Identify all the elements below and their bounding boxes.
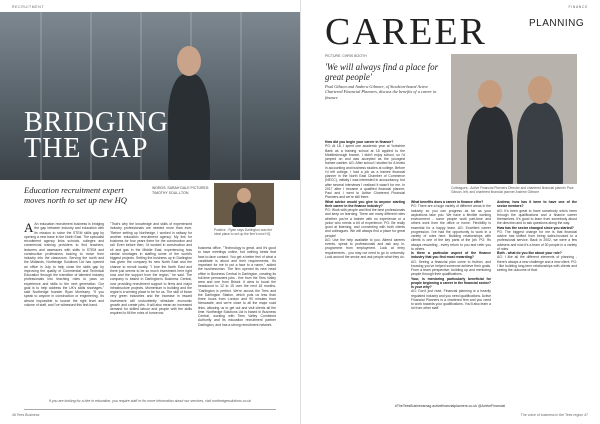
article-intro: Paul Gibson and Andrew Gilmore, of Stockton-based Active Chartered Financial Planners, discuss the benefits of a career in finance (325, 84, 437, 100)
section-tag: FINANCE (568, 5, 588, 9)
headline: CAREER (325, 11, 487, 53)
article-column-2: "That's why the knowledge and skills of experienced industry professionals are needed more than ever. "Before setting up Northedge, I worked in railway for another education recruitment agency. My link for business for four years there for the construction and rail. Even before then, I'd worked in construction and oil and gas in the Middle East, experiencing how similar shortages in staffing some of the world's biggest projects. Setting the business up in Darlington has given the company its new North East and the chance to recruit locally. "I love the North East and there just seems to be so much investment here right now and the support from the region," he said. The company is based in Darlington's Business Central, now providing recruitment support to firms and major infrastructure projects. Momentum is building and the region's a winning place to be for us. The skill of those very green industries and the increase in inward investment will undoubtedly stimulate economic growth and create jobs. It will also mean an increased demand for skilled labour and people with the skills required to fill the roles of tomorrow. (110, 222, 192, 316)
right-page (300, 0, 600, 424)
social-tags: #TheTeesBusinessmag activefinancialplanners.co.uk @ActiveFinancial (394, 404, 506, 408)
footer-rule (24, 409, 276, 410)
article-deck: Education recruitment expert moves north to set up new HQ (24, 185, 127, 205)
pull-quote: 'We will always find a place for great people' (325, 62, 439, 82)
photo-caption: Colleagues - Active Financial Planners Director and chartered financial planner Paul Gibson, left, and chartered financial planner Andrew Gilmore (451, 186, 574, 195)
interview-column-1: How did you begin your career in finance? PG: At 18, I spent one academic year at Yorkshire Bank as a training school at 18 applied to the Middlesbrough branch. I didn't enjoy school, so I'd jumped on and was accepted as the youngest trainee cashier. AG: After school I studied for A levels in accounting and business studies at college. Before I'd left college, I had a job as a trainee financial planner in the North East Chamber of Commerce (NECC), initially I was interested in accountancy, but after several interviews I realised it wasn't for me. In 2017 after I became a qualified financial planner, Paul and I went to Active Chartered Financial Planners and we're still there. What advice would you give to anyone starting their career in the finance industry? PG: Work with people and find the best professionals and keep on learning. There are many different roles whether you're a trainee with no experience or a junior who needs a bit of experience. PG: Be really good at listening, and connecting with both clients and colleagues. We will always find a place for great people! AG: Use the help available to you. Attend careers events, speak to professionals and ask any in-programme from employment. Look at entry requirements - you may not need to go to university. Look around the sector and ask people what they do. (325, 140, 405, 259)
interview-column-3: Andrew, how has it been to have one of the sector mentors? AG: It's been great to have somebody who's been through the qualifications and a finance career themselves. It's good to learn from somebody about the direction and to ask questions along the way. How has the sector changed since you started? PG: The biggest change for me is that financial advice has shifted from being sales-focused to a professional service. Back in 2002, we were a few advisers and now it's a team of 30 people in a variety of roles. Both - what do you like about your role? AG: I like all the different elements of planning - there's always a new challenge and a new client. PG: I like building long-term relationships with clients and seeing the outcome of that. (497, 200, 577, 272)
hero-photo (0, 12, 300, 180)
byline: WORDS: SARAH DALE PICTURES: TIMOTHY SOUL-LTON (152, 186, 210, 195)
article-column-1: A An education recruitment business is bridging the gap between industry and education with its mission to solve the STEM skills gap by opening a new base in the North East. The specialist recruitment agency links schools, colleges and commercial training providers to find teachers, lecturers and assessors with skills in STEM and construction professions looking to move from industry into the classroom. Serving the north and the Midlands, Northedge Solutions Ltd has opened an office in July to help close the skills gap by improving the quality of Commercial and Technical Education through the transition of talented industry professionals into teaching roles to pass on experience and skills to the next generation. Our goal is to help address the UK's skills shortages," said Northedge founder Ryan Morrissey. "If you speak to anyone in construction or engineering, it's almost impossible to source the right level and volume of staff, and I've witnessed this first-hand. (24, 222, 104, 307)
portrait-photo (451, 54, 577, 184)
article-column-3: business office. "Technology is great, and it's good to have meetings online, but nothing beats that face-to-face contact. You get a better feel of what a candidate is about and their requirements. It's important for me to put a face to a name," added the businessman. The firm opened its new head office in Business Central in Darlington, creating its full-time permanent jobs - five from the Tees Valley area and one from Bristol. It aims to boost the headcount to 12 to 15 over the next 18 months. "Darlington is perfect. We're across the Tees and the Darlington Station, which puts us less than three hours from London and 90 minutes from Newcastle, and we're close to all the major road links, allowing us to get out and visit clients all the time. Northedge Solutions Ltd is based in Business Central, working with Tees Valley Combined Authority and its education recruitment partner Darlington, and has a strong recruitment network. (198, 246, 276, 327)
headline-suffix: PLANNING (529, 18, 585, 29)
footer-note: If you are looking for a hire in education, you require staff or for more information about our services, visit northedgesolutions.co.uk (48, 399, 252, 403)
page-folio: The voice of business in the Tees region 47 (520, 413, 588, 417)
hero-title: BRIDGING THE GAP (24, 107, 169, 164)
page-folio: 46 Tees Business (12, 413, 40, 417)
picture-credit: PICTURE: CHRIS BOOTH (325, 54, 367, 58)
interview-column-2: What benefits does a career in finance offer? PG: There are a huge variety of different areas in the industry so you can progress as far as your aspirations take you. We have a flexible working environment - some people work part-time and others work from the office or home. Flexibility is essential for a happy team. AG: Excellent career progression. I've had the opportunity to work in a variety of roles here. Building relationships with clients is one of the key parts of the job. PG: It's always rewarding - every return to you and refer you to others. Is there a particular aspect of the finance industry that you find most rewarding? AG: Seeing a financial plan come to fruition, and knowing you've helped someone achieve their goals. From a team perspective, building up and mentoring people through their qualifications. Your, is mentoring particularly beneficial for people beginning a career in the financial sector? Is your why? AG: Don't just read. Financial planning is a heavily regulated industry and you need qualifications. Active Financial Planners is a chartered firm and you need to work towards your qualifications. You'll also learn a lot from other staff. (411, 200, 491, 311)
inset-photo (214, 183, 274, 225)
inset-caption: Positive - Ryan says Darlington was the ideal place to set up the firm's new HQ (214, 228, 273, 237)
section-tag: RECRUITMENT (12, 5, 45, 9)
